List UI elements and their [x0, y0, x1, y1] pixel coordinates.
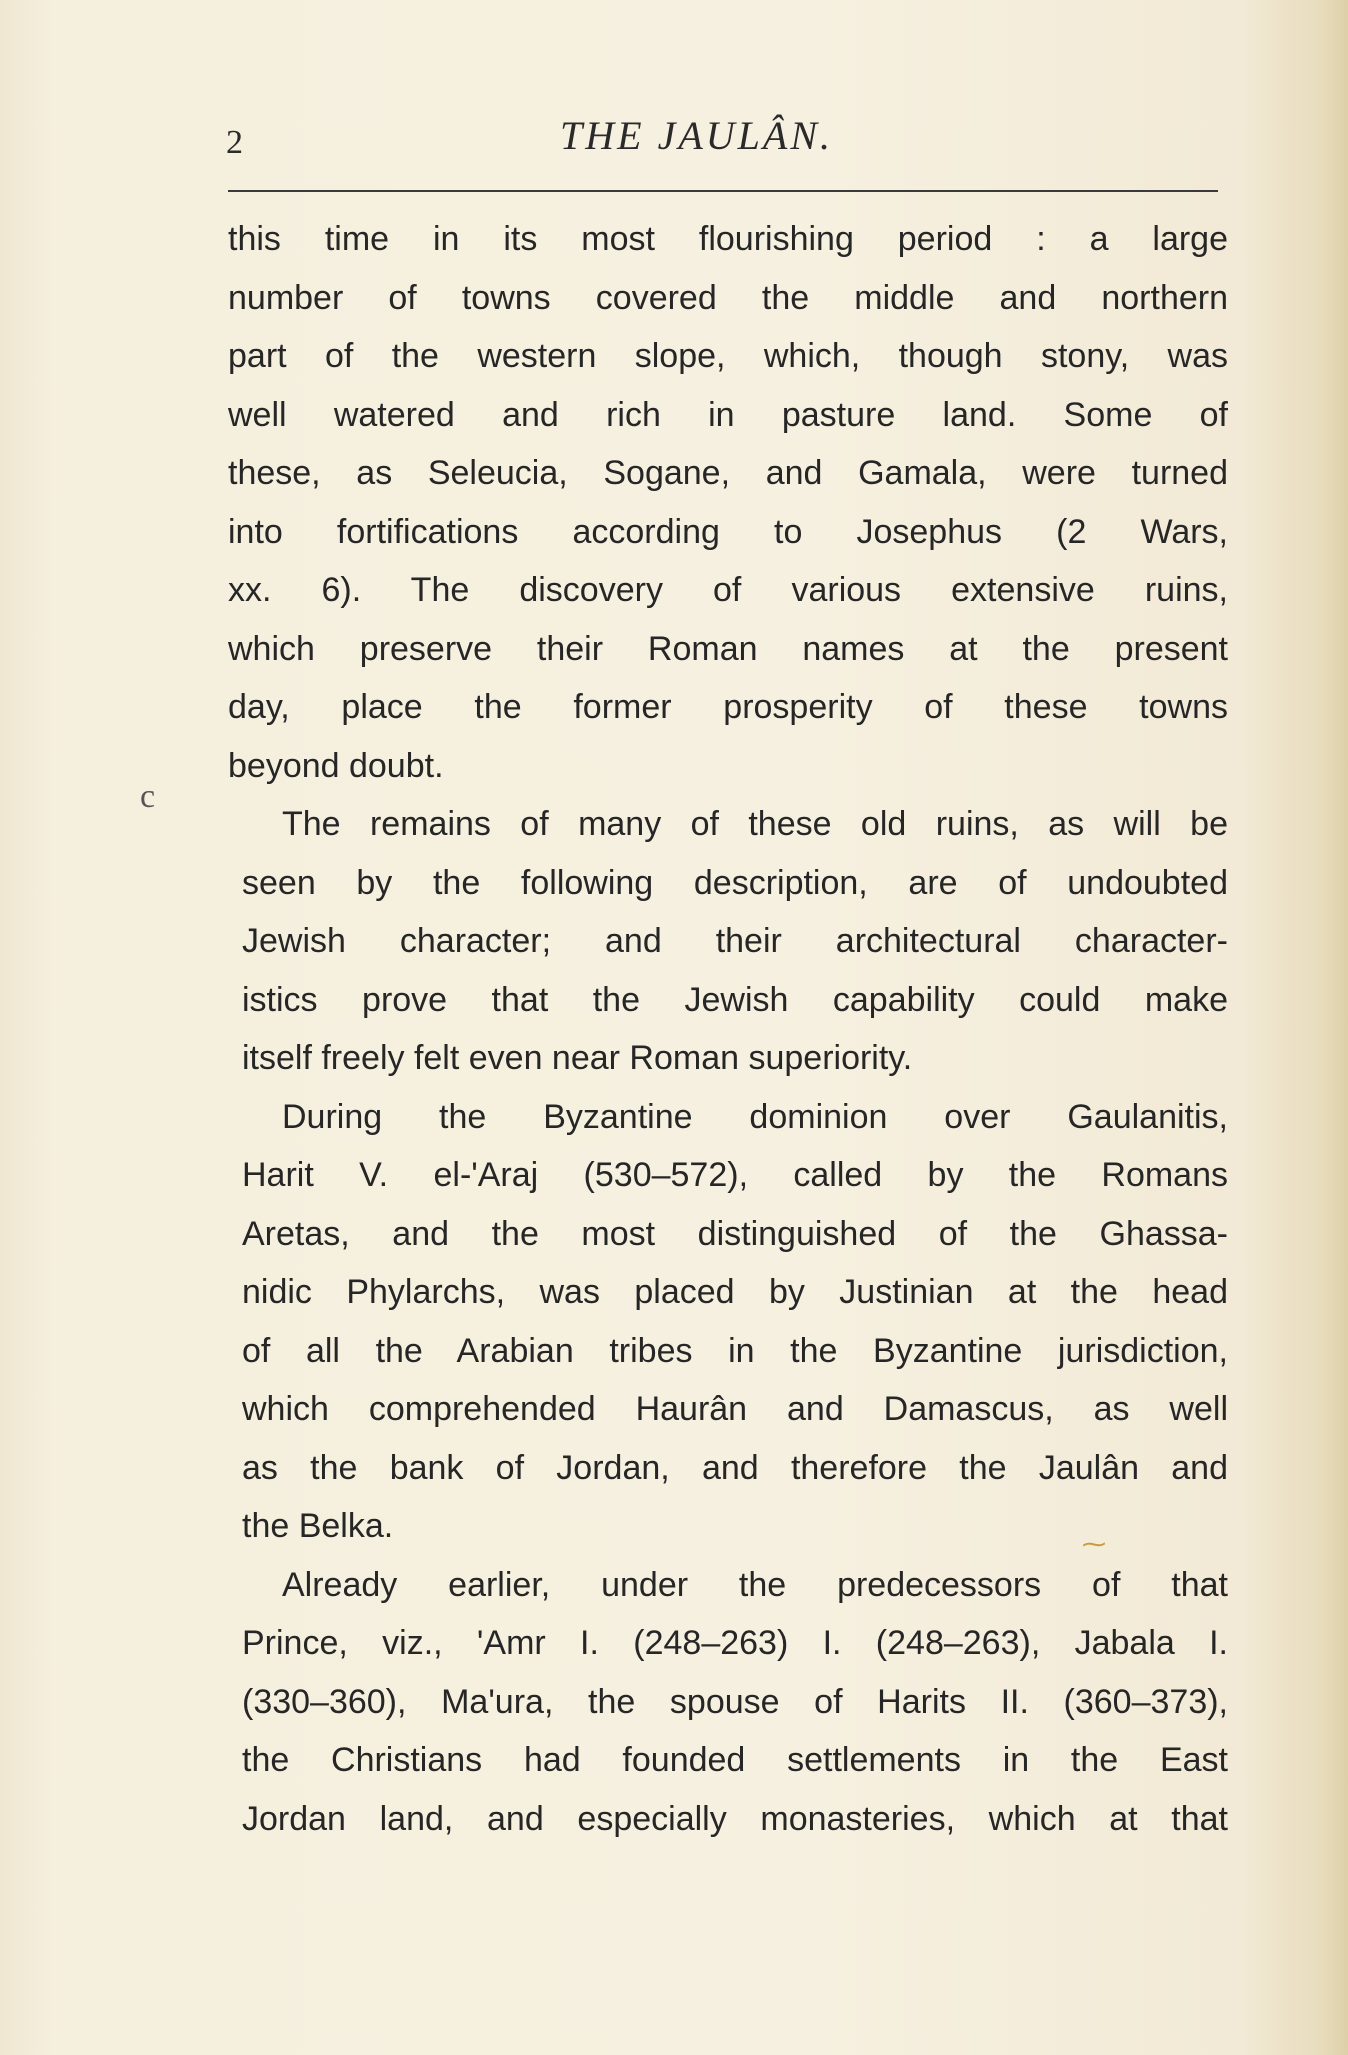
text-line: as the bank of Jordan, and therefore the Jaulân and	[242, 1448, 1228, 1487]
text-line: of all the Arabian tribes in the Byzantine jurisdiction,	[242, 1331, 1228, 1370]
text-line: xx. 6). The discovery of various extensive ruins,	[228, 571, 1228, 609]
text-line: Harit V. el-'Araj (530–572), called by the Romans	[242, 1156, 1228, 1194]
text-line: The remains of many of these old ruins, as will be	[282, 805, 1228, 843]
page-number: 2	[226, 124, 243, 161]
text-line: Jordan land, and especially monasteries, which at that	[242, 1799, 1228, 1838]
text-line: day, place the former prosperity of these towns	[228, 688, 1228, 726]
margin-pencil-mark: c	[140, 778, 156, 815]
text-line: this time in its most flourishing period : a large	[228, 220, 1228, 258]
text-line: which preserve their Roman names at the present	[228, 629, 1228, 668]
header-rule	[228, 190, 1218, 192]
text-line: which comprehended Haurân and Damascus, as well	[242, 1390, 1228, 1428]
text-line: well watered and rich in pasture land. Some of	[228, 395, 1228, 434]
text-line: beyond doubt.	[228, 746, 444, 785]
text-line: into fortifications according to Josephus (2 Wars,	[228, 512, 1228, 551]
text-line: istics prove that the Jewish capability could make	[242, 980, 1228, 1019]
text-line: number of towns covered the middle and northern	[228, 278, 1228, 317]
ink-flourish-icon: ⁓	[1082, 1532, 1106, 1558]
text-line: these, as Seleucia, Sogane, and Gamala, were turned	[228, 454, 1228, 492]
text-line: Jewish character; and their architectural character-	[242, 922, 1228, 960]
text-line: Aretas, and the most distinguished of the Ghassa-	[242, 1214, 1228, 1253]
running-title: THE JAULÂN.	[560, 113, 833, 158]
body-text	[228, 210, 1228, 1848]
text-line: nidic Phylarchs, was placed by Justinian at the head	[242, 1273, 1228, 1311]
text-line: part of the western slope, which, though stony, was	[228, 337, 1228, 375]
text-line: seen by the following description, are of undoubted	[242, 863, 1228, 902]
text-line: the Christians had founded settlements in the East	[242, 1741, 1228, 1779]
text-line: itself freely felt even near Roman superiority.	[242, 1039, 913, 1077]
text-line: Already earlier, under the predecessors of that	[282, 1565, 1228, 1604]
text-line: the Belka.	[242, 1507, 394, 1545]
text-line: (330–360), Ma'ura, the spouse of Harits II. (360–373),	[242, 1682, 1228, 1721]
text-line: Prince, viz., 'Amr I. (248–263) I. (248–263), Jabala I.	[242, 1624, 1228, 1662]
text-line: During the Byzantine dominion over Gaulanitis,	[282, 1097, 1228, 1136]
